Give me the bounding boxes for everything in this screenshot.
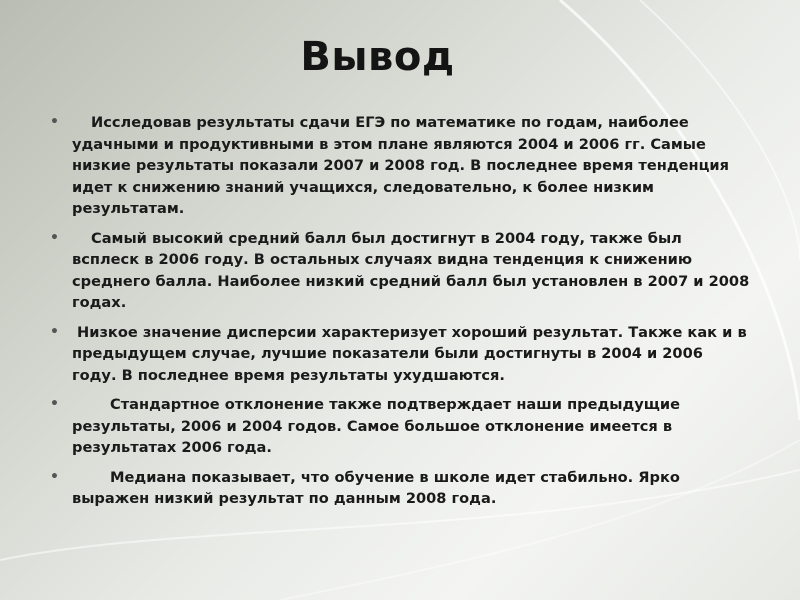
bullet-item bbox=[50, 322, 750, 387]
bullet-marker: • bbox=[50, 229, 59, 246]
bullet-item bbox=[50, 467, 750, 510]
bullet-item bbox=[50, 394, 750, 459]
bullet-item bbox=[50, 112, 750, 220]
bullet-text: Самый высокий средний балл был достигнут в 2004 году, также был всплеск в 2006 году. В остальных случаях видна тенденция к снижению среднего балла. Наиболее низкий средний балл был установлен в 2007 и 2008 годах. bbox=[72, 229, 750, 311]
bullet-item bbox=[50, 228, 750, 314]
bullet-text: Низкое значение дисперсии характеризует хороший результат. Также как и в предыдущем случае, лучшие показатели были достигнуты в 2004 и 2006 году. В последнее время результаты ухудшаются. bbox=[72, 323, 747, 384]
bullet-text: Исследовав результаты сдачи ЕГЭ по математике по годам, наиболее удачными и продуктивными в этом плане являются 2004 и 2006 гг. Самые низкие результаты показали 2007 и 2008 год. В последнее время тенденция идет к снижению знаний учащихся, следовательно, к более низким результатам. bbox=[72, 114, 730, 217]
bullet-marker: • bbox=[50, 396, 59, 412]
bullet-list bbox=[50, 112, 750, 518]
bullet-marker: • bbox=[50, 323, 59, 340]
bullet-text: Стандартное отклонение также подтверждает наши предыдущие результаты, 2006 и 2004 годов. Самое большое отклонение имеется в результатах 2006 года. bbox=[72, 396, 681, 456]
bullet-marker: • bbox=[50, 468, 59, 485]
bullet-text: Медиана показывает, что обучение в школе идет стабильно. Ярко выражен низкий результат по данным 2008 года. bbox=[72, 468, 680, 507]
bullet-marker: • bbox=[50, 114, 59, 130]
slide-title: Вывод bbox=[300, 34, 455, 80]
